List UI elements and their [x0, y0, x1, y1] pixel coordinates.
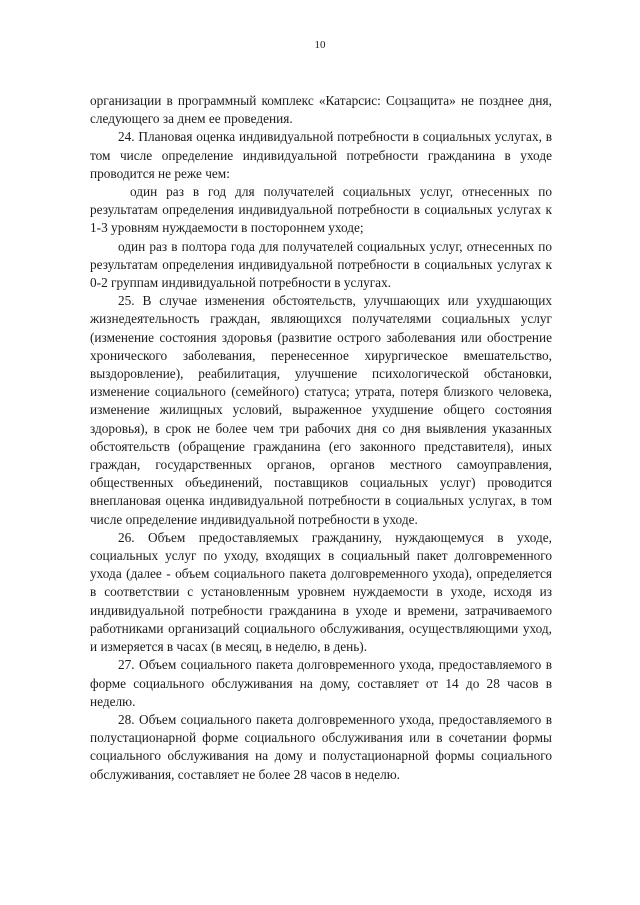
paragraph-24-item-1: один раз в год для получателей социальных услуг, отнесенных по результатам определения индивидуальной потребности в социальных услугах к 1-3 уровням нуждаемости в постороннем уходе;	[90, 184, 552, 236]
paragraph-28: 28. Объем социального пакета долговременного ухода, предоставляемого в полустационарной форме социального обслуживания или в сочетании формы социального обслуживания на дому и полустационарной формы социального обслуживания, составляет не более 28 часов в неделю.	[90, 711, 552, 782]
paragraph-27: 27. Объем социального пакета долговременного ухода, предоставляемого в форме социального обслуживания на дому, составляет от 14 до 28 часов в неделю.	[90, 657, 552, 709]
document-body	[90, 92, 552, 784]
paragraph-24-item-2: один раз в полтора года для получателей социальных услуг, отнесенных по результатам определения индивидуальной потребности в социальных услугах к 0-2 группам индивидуальной потребности в услугах.	[90, 238, 552, 291]
paragraph-24: 24. Плановая оценка индивидуальной потребности в социальных услугах, в том числе определение индивидуальной потребности гражданина в уходе проводится не реже чем:	[90, 129, 552, 181]
paragraph-continuation: организации в программный комплекс «Катарсис: Соцзащита» не позднее дня, следующего за днем ее проведения.	[90, 93, 552, 127]
paragraph-25: 25. В случае изменения обстоятельств, улучшающих или ухудшающих жизнедеятельность граждан, являющихся получателями социальных услуг (изменение состояния здоровья (развитие острого заболевания или обострение хронического заболевания, перенесенное хирургическое вмешательство, выздоровление), реабилитация, улучшение психологической обстановки, изменение социального (семейного) статуса; утрата, потеря близкого человека, изменение жилищных условий, выраженное ухудшение общего состояния здоровья), в срок не более чем три рабочих дня со дня выявления указанных обстоятельств (обращение гражданина (его законного представителя), иных граждан, государственных органов, органов местного самоуправления, общественных объединений, поставщиков социальных услуг) проводится внеплановая оценка индивидуальной потребности в социальных услугах, в том числе определение индивидуальной потребности в уходе.	[90, 293, 552, 527]
page-number: 10	[314, 39, 326, 51]
paragraph-26: 26. Объем предоставляемых гражданину, нуждающемуся в уходе, социальных услуг по уходу, входящих в социальный пакет долговременного ухода (далее - объем социального пакета долговременного ухода), определяется в соответствии с установленным уровнем нуждаемости в уходе, исходя из индивидуальной потребности гражданина в уходе и времени, затрачиваемого работниками организаций социального обслуживания, осуществляющими уход, и измеряется в часах (в месяц, в неделю, в день).	[90, 529, 552, 655]
